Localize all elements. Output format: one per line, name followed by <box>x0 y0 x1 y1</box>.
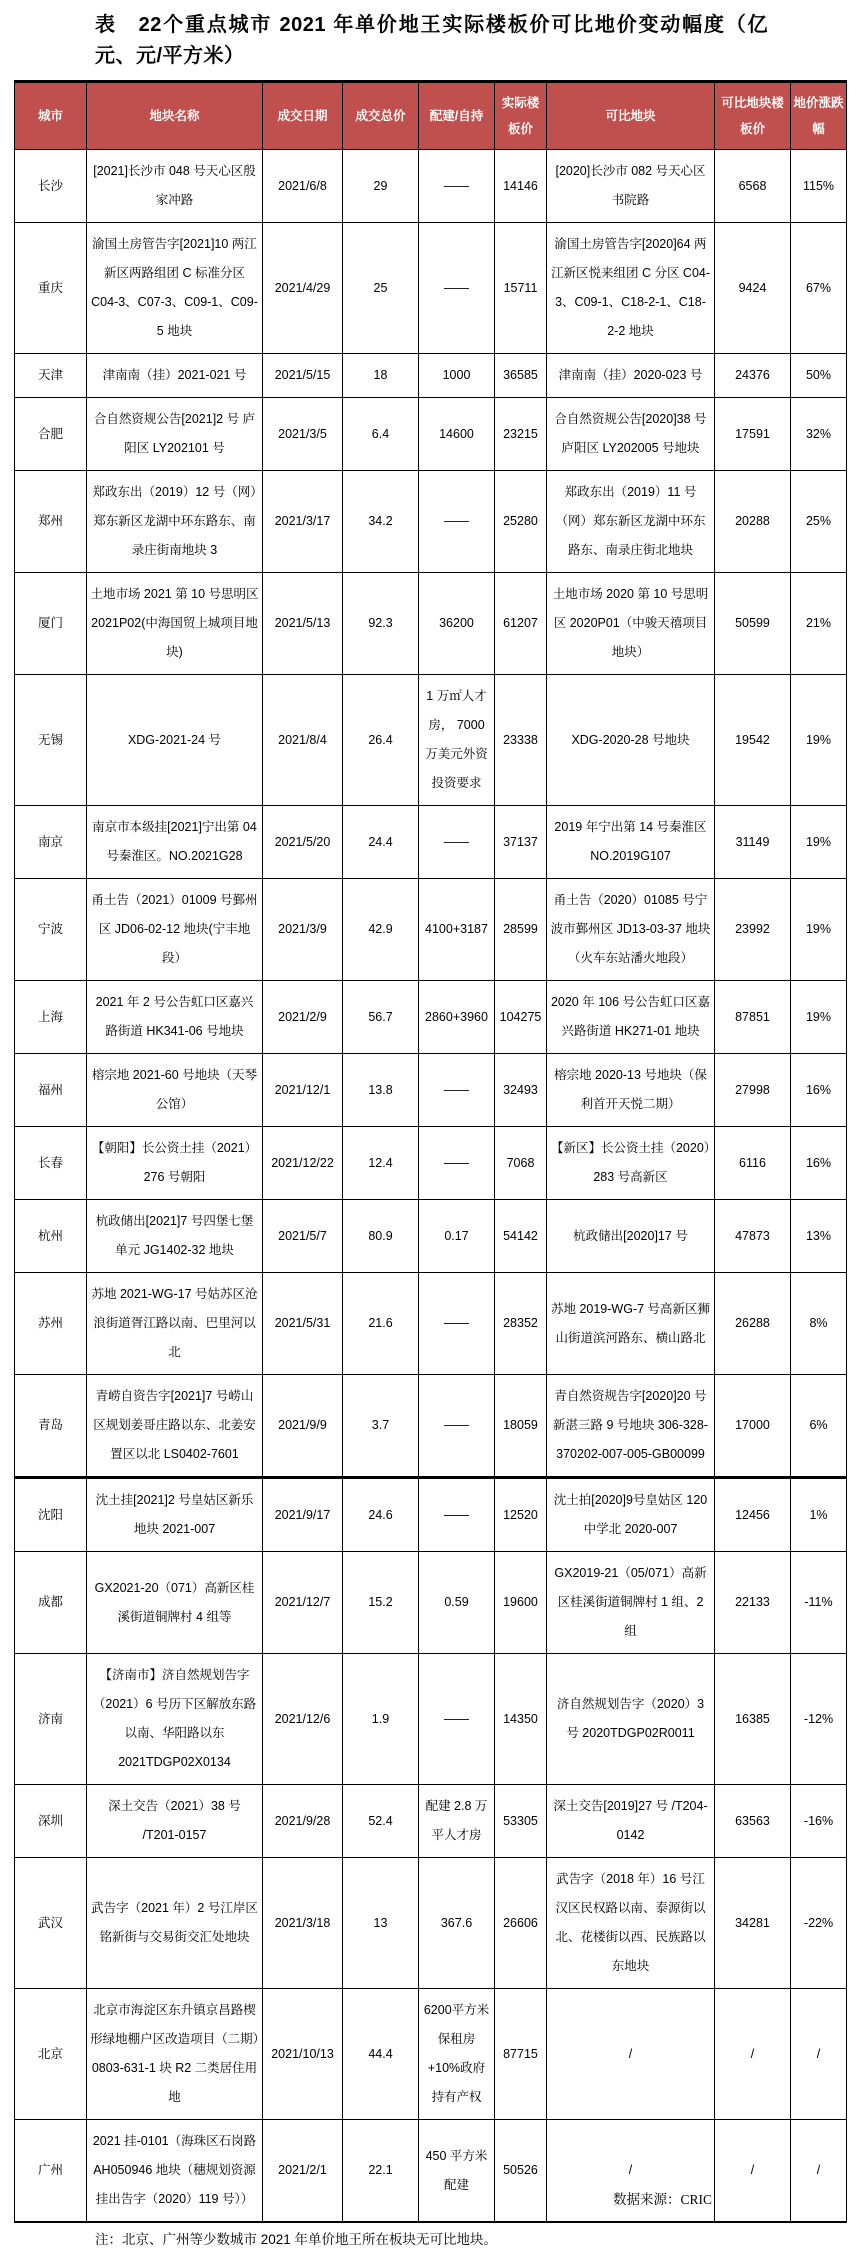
cell-total: 1.9 <box>343 1654 419 1785</box>
cell-comparable: GX2019-21（05/071）高新区桂溪街道铜牌村 1 组、2 组 <box>547 1552 715 1654</box>
data-source-label: 数据来源：CRIC <box>612 2192 712 2208</box>
cell-change: 32% <box>791 398 847 471</box>
cell-city: 福州 <box>15 1054 87 1127</box>
cell-change: 16% <box>791 1127 847 1200</box>
cell-date: 2021/3/9 <box>263 879 343 981</box>
cell-change: -12% <box>791 1654 847 1785</box>
cell-date: 2021/9/17 <box>263 1478 343 1552</box>
page-title: 表 22个重点城市 2021 年单价地王实际楼板价可比地价变动幅度（亿元、元/平方米） <box>95 14 768 67</box>
cell-floor_price: 61207 <box>495 573 547 675</box>
cell-city: 重庆 <box>15 223 87 354</box>
cell-city: 苏州 <box>15 1273 87 1375</box>
cell-allocation: 0.59 <box>419 1552 495 1654</box>
cell-comparable_price: 20288 <box>715 471 791 573</box>
cell-comparable: 合自然资规公告[2020]38 号庐阳区 LY202005 号地块 <box>547 398 715 471</box>
cell-total: 92.3 <box>343 573 419 675</box>
cell-change: 19% <box>791 806 847 879</box>
table-row <box>15 223 847 354</box>
cell-date: 2021/12/7 <box>263 1552 343 1654</box>
cell-city: 武汉 <box>15 1858 87 1989</box>
header-row <box>15 82 847 150</box>
column-header: 成交日期 <box>263 82 343 150</box>
cell-allocation: —— <box>419 150 495 223</box>
table-row <box>15 1200 847 1273</box>
cell-city: 宁波 <box>15 879 87 981</box>
cell-comparable_price: 34281 <box>715 1858 791 1989</box>
cell-comparable: XDG-2020-28 号地块 <box>547 675 715 806</box>
cell-date: 2021/5/20 <box>263 806 343 879</box>
cell-city: 成都 <box>15 1552 87 1654</box>
cell-allocation: —— <box>419 1478 495 1552</box>
cell-floor_price: 36585 <box>495 354 547 398</box>
cell-comparable_price: 50599 <box>715 573 791 675</box>
cell-city: 长春 <box>15 1127 87 1200</box>
cell-change: 8% <box>791 1273 847 1375</box>
cell-plot: 杭政储出[2021]7 号四堡七堡单元 JG1402-32 地块 <box>87 1200 263 1273</box>
cell-comparable_price: 87851 <box>715 981 791 1054</box>
column-header: 地块名称 <box>87 82 263 150</box>
cell-total: 6.4 <box>343 398 419 471</box>
cell-floor_price: 7068 <box>495 1127 547 1200</box>
cell-floor_price: 28352 <box>495 1273 547 1375</box>
cell-date: 2021/4/29 <box>263 223 343 354</box>
cell-comparable: 沈土拍[2020]9号皇姑区 120 中学北 2020-007 <box>547 1478 715 1552</box>
cell-city: 上海 <box>15 981 87 1054</box>
cell-total: 13 <box>343 1858 419 1989</box>
cell-plot: 津南南（挂）2021-021 号 <box>87 354 263 398</box>
cell-change: 13% <box>791 1200 847 1273</box>
cell-total: 21.6 <box>343 1273 419 1375</box>
footnote: 注：北京、广州等少数城市 2021 年单价地王所在板块无可比地块。 <box>95 2232 498 2247</box>
cell-plot: 【济南市】济自然规划告字（2021）6 号历下区解放东路以南、华阳路以东 2021TDGP02X0134 <box>87 1654 263 1785</box>
cell-total: 56.7 <box>343 981 419 1054</box>
cell-change: 25% <box>791 471 847 573</box>
cell-plot: 武告字（2021 年）2 号江岸区铭新街与交易街交汇处地块 <box>87 1858 263 1989</box>
table-row <box>15 981 847 1054</box>
cell-total: 22.1 <box>343 2120 419 2223</box>
table-row <box>15 675 847 806</box>
cell-allocation: 36200 <box>419 573 495 675</box>
cell-comparable: 2020 年 106 号公告虹口区嘉兴路街道 HK271-01 地块 <box>547 981 715 1054</box>
table-row <box>15 806 847 879</box>
cell-date: 2021/3/5 <box>263 398 343 471</box>
cell-change: -22% <box>791 1858 847 1989</box>
cell-change: 50% <box>791 354 847 398</box>
cell-date: 2021/12/6 <box>263 1654 343 1785</box>
cell-total: 24.4 <box>343 806 419 879</box>
table-row <box>15 1654 847 1785</box>
cell-date: 2021/5/15 <box>263 354 343 398</box>
cell-comparable_price: 19542 <box>715 675 791 806</box>
cell-total: 44.4 <box>343 1989 419 2120</box>
cell-city: 北京 <box>15 1989 87 2120</box>
cell-floor_price: 15711 <box>495 223 547 354</box>
cell-comparable: / <box>547 2120 715 2223</box>
table-row <box>15 398 847 471</box>
cell-comparable: 榕宗地 2020-13 号地块（保利首开天悦二期） <box>547 1054 715 1127</box>
cell-allocation: 1000 <box>419 354 495 398</box>
cell-comparable: 济自然规划告字（2020）3 号 2020TDGP02R0011 <box>547 1654 715 1785</box>
cell-total: 18 <box>343 354 419 398</box>
table-row <box>15 1273 847 1375</box>
cell-plot: 甬土告（2021）01009 号鄞州区 JD06-02-12 地块(宁丰地段） <box>87 879 263 981</box>
cell-comparable_price: 24376 <box>715 354 791 398</box>
cell-change: 6% <box>791 1375 847 1478</box>
table-body <box>15 150 847 2223</box>
cell-comparable_price: 17591 <box>715 398 791 471</box>
table-row <box>15 1127 847 1200</box>
cell-total: 52.4 <box>343 1785 419 1858</box>
cell-floor_price: 25280 <box>495 471 547 573</box>
cell-comparable_price: / <box>715 1989 791 2120</box>
cell-date: 2021/6/8 <box>263 150 343 223</box>
table-row <box>15 471 847 573</box>
cell-city: 郑州 <box>15 471 87 573</box>
cell-comparable: 郑政东出（2019）11 号（网）郑东新区龙湖中环东路东、南录庄街北地块 <box>547 471 715 573</box>
cell-comparable: 武告字（2018 年）16 号江汉区民权路以南、泰源街以北、花楼街以西、民族路以东地块 <box>547 1858 715 1989</box>
cell-comparable_price: 6568 <box>715 150 791 223</box>
column-header: 配建/自持 <box>419 82 495 150</box>
column-header: 可比地块楼板价 <box>715 82 791 150</box>
table-row <box>15 150 847 223</box>
cell-date: 2021/5/7 <box>263 1200 343 1273</box>
cell-allocation: —— <box>419 1375 495 1478</box>
cell-comparable: 土地市场 2020 第 10 号思明区 2020P01（中骏天禧项目地块） <box>547 573 715 675</box>
cell-comparable: 津南南（挂）2020-023 号 <box>547 354 715 398</box>
table-row <box>15 573 847 675</box>
cell-allocation: 367.6 <box>419 1858 495 1989</box>
cell-city: 广州 <box>15 2120 87 2223</box>
cell-plot: 苏地 2021-WG-17 号姑苏区沧浪街道胥江路以南、巴里河以北 <box>87 1273 263 1375</box>
cell-total: 3.7 <box>343 1375 419 1478</box>
land-price-table <box>14 80 847 2223</box>
cell-floor_price: 104275 <box>495 981 547 1054</box>
cell-plot: 榕宗地 2021-60 号地块（天琴公馆） <box>87 1054 263 1127</box>
cell-floor_price: 14350 <box>495 1654 547 1785</box>
cell-allocation: —— <box>419 806 495 879</box>
cell-comparable_price: 12456 <box>715 1478 791 1552</box>
cell-city: 南京 <box>15 806 87 879</box>
cell-plot: 土地市场 2021 第 10 号思明区 2021P02(中海国贸上城项目地块) <box>87 573 263 675</box>
cell-allocation: —— <box>419 223 495 354</box>
cell-date: 2021/3/17 <box>263 471 343 573</box>
cell-date: 2021/8/4 <box>263 675 343 806</box>
cell-city: 长沙 <box>15 150 87 223</box>
cell-plot: 深土交告（2021）38 号 /T201-0157 <box>87 1785 263 1858</box>
cell-city: 青岛 <box>15 1375 87 1478</box>
column-header: 实际楼板价 <box>495 82 547 150</box>
cell-comparable_price: 9424 <box>715 223 791 354</box>
cell-plot: 南京市本级挂[2021]宁出第 04 号秦淮区。NO.2021G28 <box>87 806 263 879</box>
cell-city: 无锡 <box>15 675 87 806</box>
cell-floor_price: 12520 <box>495 1478 547 1552</box>
cell-allocation: 2860+3960 <box>419 981 495 1054</box>
cell-comparable: 杭政储出[2020]17 号 <box>547 1200 715 1273</box>
cell-comparable_price: 47873 <box>715 1200 791 1273</box>
cell-allocation: —— <box>419 1127 495 1200</box>
cell-floor_price: 19600 <box>495 1552 547 1654</box>
cell-date: 2021/9/28 <box>263 1785 343 1858</box>
cell-comparable: / <box>547 1989 715 2120</box>
cell-floor_price: 37137 <box>495 806 547 879</box>
cell-total: 12.4 <box>343 1127 419 1200</box>
cell-comparable: 渝国土房管告字[2020]64 两江新区悦来组团 C 分区 C04-3、C09-1、C18-2-1、C18-2-2 地块 <box>547 223 715 354</box>
cell-floor_price: 26606 <box>495 1858 547 1989</box>
cell-total: 34.2 <box>343 471 419 573</box>
cell-allocation: —— <box>419 1273 495 1375</box>
cell-comparable_price: 63563 <box>715 1785 791 1858</box>
cell-change: 19% <box>791 981 847 1054</box>
cell-comparable: 【新区】长公资土挂（2020）283 号高新区 <box>547 1127 715 1200</box>
cell-date: 2021/5/31 <box>263 1273 343 1375</box>
cell-floor_price: 18059 <box>495 1375 547 1478</box>
cell-comparable: 甬土告（2020）01085 号宁波市鄞州区 JD13-03-37 地块（火车东站潘火地段） <box>547 879 715 981</box>
cell-comparable_price: 22133 <box>715 1552 791 1654</box>
column-header: 地价涨跌幅 <box>791 82 847 150</box>
cell-change: 67% <box>791 223 847 354</box>
cell-floor_price: 50526 <box>495 2120 547 2223</box>
table-row <box>15 1989 847 2120</box>
table-row <box>15 879 847 981</box>
column-header: 可比地块 <box>547 82 715 150</box>
cell-date: 2021/3/18 <box>263 1858 343 1989</box>
cell-plot: 青崂自资告字[2021]7 号崂山区规划姜哥庄路以东、北姜安置区以北 LS0402-7601 <box>87 1375 263 1478</box>
cell-total: 24.6 <box>343 1478 419 1552</box>
table-row <box>15 1375 847 1478</box>
cell-change: 21% <box>791 573 847 675</box>
cell-city: 深圳 <box>15 1785 87 1858</box>
cell-date: 2021/2/9 <box>263 981 343 1054</box>
table-row <box>15 1478 847 1552</box>
cell-allocation: —— <box>419 1054 495 1127</box>
cell-allocation: —— <box>419 471 495 573</box>
table-row <box>15 354 847 398</box>
table-row <box>15 1785 847 1858</box>
table-row <box>15 1552 847 1654</box>
cell-change: -11% <box>791 1552 847 1654</box>
cell-plot: 沈土挂[2021]2 号皇姑区新乐地块 2021-007 <box>87 1478 263 1552</box>
cell-comparable: 2019 年宁出第 14 号秦淮区 NO.2019G107 <box>547 806 715 879</box>
cell-allocation: 4100+3187 <box>419 879 495 981</box>
cell-comparable_price: 16385 <box>715 1654 791 1785</box>
cell-change: / <box>791 2120 847 2223</box>
cell-city: 合肥 <box>15 398 87 471</box>
cell-date: 2021/5/13 <box>263 573 343 675</box>
cell-change: 19% <box>791 675 847 806</box>
cell-comparable_price: 6116 <box>715 1127 791 1200</box>
cell-total: 25 <box>343 223 419 354</box>
cell-floor_price: 54142 <box>495 1200 547 1273</box>
cell-total: 13.8 <box>343 1054 419 1127</box>
cell-allocation: 6200平方米保租房+10%政府持有产权 <box>419 1989 495 2120</box>
cell-floor_price: 32493 <box>495 1054 547 1127</box>
cell-comparable_price: 23992 <box>715 879 791 981</box>
cell-change: 115% <box>791 150 847 223</box>
cell-comparable_price: 27998 <box>715 1054 791 1127</box>
cell-total: 26.4 <box>343 675 419 806</box>
cell-allocation: 0.17 <box>419 1200 495 1273</box>
cell-comparable_price: / <box>715 2120 791 2223</box>
column-header: 城市 <box>15 82 87 150</box>
cell-comparable: 苏地 2019-WG-7 号高新区狮山街道滨河路东、横山路北 <box>547 1273 715 1375</box>
cell-plot: XDG-2021-24 号 <box>87 675 263 806</box>
cell-floor_price: 14146 <box>495 150 547 223</box>
cell-plot: 合自然资规公告[2021]2 号 庐阳区 LY202101 号 <box>87 398 263 471</box>
cell-plot: 2021 年 2 号公告虹口区嘉兴路街道 HK341-06 号地块 <box>87 981 263 1054</box>
cell-plot: [2021]长沙市 048 号天心区殷家冲路 <box>87 150 263 223</box>
cell-city: 天津 <box>15 354 87 398</box>
cell-allocation: 配建 2.8 万平人才房 <box>419 1785 495 1858</box>
cell-plot: 郑政东出（2019）12 号（网）郑东新区龙湖中环东路东、南录庄街南地块 3 <box>87 471 263 573</box>
cell-comparable: 深土交告[2019]27 号 /T204-0142 <box>547 1785 715 1858</box>
cell-plot: 北京市海淀区东升镇京昌路楔形绿地棚户区改造项目（二期）0803-631-1 块 R2 二类居住用地 <box>87 1989 263 2120</box>
cell-date: 2021/12/1 <box>263 1054 343 1127</box>
cell-floor_price: 23215 <box>495 398 547 471</box>
cell-date: 2021/10/13 <box>263 1989 343 2120</box>
cell-plot: 渝国土房管告字[2021]10 两江新区两路组团 C 标准分区 C04-3、C07-3、C09-1、C09-5 地块 <box>87 223 263 354</box>
cell-comparable: [2020]长沙市 082 号天心区书院路 <box>547 150 715 223</box>
cell-change: -16% <box>791 1785 847 1858</box>
cell-total: 29 <box>343 150 419 223</box>
cell-comparable: 青自然资规告字[2020]20 号新湛三路 9 号地块 306-328-370202-007-005-GB00099 <box>547 1375 715 1478</box>
cell-change: 1% <box>791 1478 847 1552</box>
cell-change: 16% <box>791 1054 847 1127</box>
cell-comparable_price: 26288 <box>715 1273 791 1375</box>
table-row <box>15 1054 847 1127</box>
table-row <box>15 1858 847 1989</box>
cell-plot: 2021 挂-0101（海珠区石岗路 AH050946 地块（穗规划资源挂出告字（2020）119 号）） <box>87 2120 263 2223</box>
cell-total: 42.9 <box>343 879 419 981</box>
column-header: 成交总价 <box>343 82 419 150</box>
cell-date: 2021/2/1 <box>263 2120 343 2223</box>
cell-city: 济南 <box>15 1654 87 1785</box>
cell-floor_price: 23338 <box>495 675 547 806</box>
cell-date: 2021/12/22 <box>263 1127 343 1200</box>
cell-total: 15.2 <box>343 1552 419 1654</box>
cell-comparable_price: 31149 <box>715 806 791 879</box>
cell-allocation: —— <box>419 1654 495 1785</box>
cell-comparable_price: 17000 <box>715 1375 791 1478</box>
cell-city: 杭州 <box>15 1200 87 1273</box>
cell-allocation: 450 平方米配建 <box>419 2120 495 2223</box>
table-row <box>15 2120 847 2223</box>
cell-allocation: 1 万㎡人才房， 7000 万美元外资投资要求 <box>419 675 495 806</box>
cell-allocation: 14600 <box>419 398 495 471</box>
cell-plot: GX2021-20（071）高新区桂溪街道铜牌村 4 组等 <box>87 1552 263 1654</box>
cell-total: 80.9 <box>343 1200 419 1273</box>
cell-date: 2021/9/9 <box>263 1375 343 1478</box>
cell-floor_price: 53305 <box>495 1785 547 1858</box>
cell-city: 厦门 <box>15 573 87 675</box>
cell-city: 沈阳 <box>15 1478 87 1552</box>
cell-plot: 【朝阳】长公资土挂（2021）276 号朝阳 <box>87 1127 263 1200</box>
cell-floor_price: 28599 <box>495 879 547 981</box>
cell-change: / <box>791 1989 847 2120</box>
cell-change: 19% <box>791 879 847 981</box>
cell-floor_price: 87715 <box>495 1989 547 2120</box>
